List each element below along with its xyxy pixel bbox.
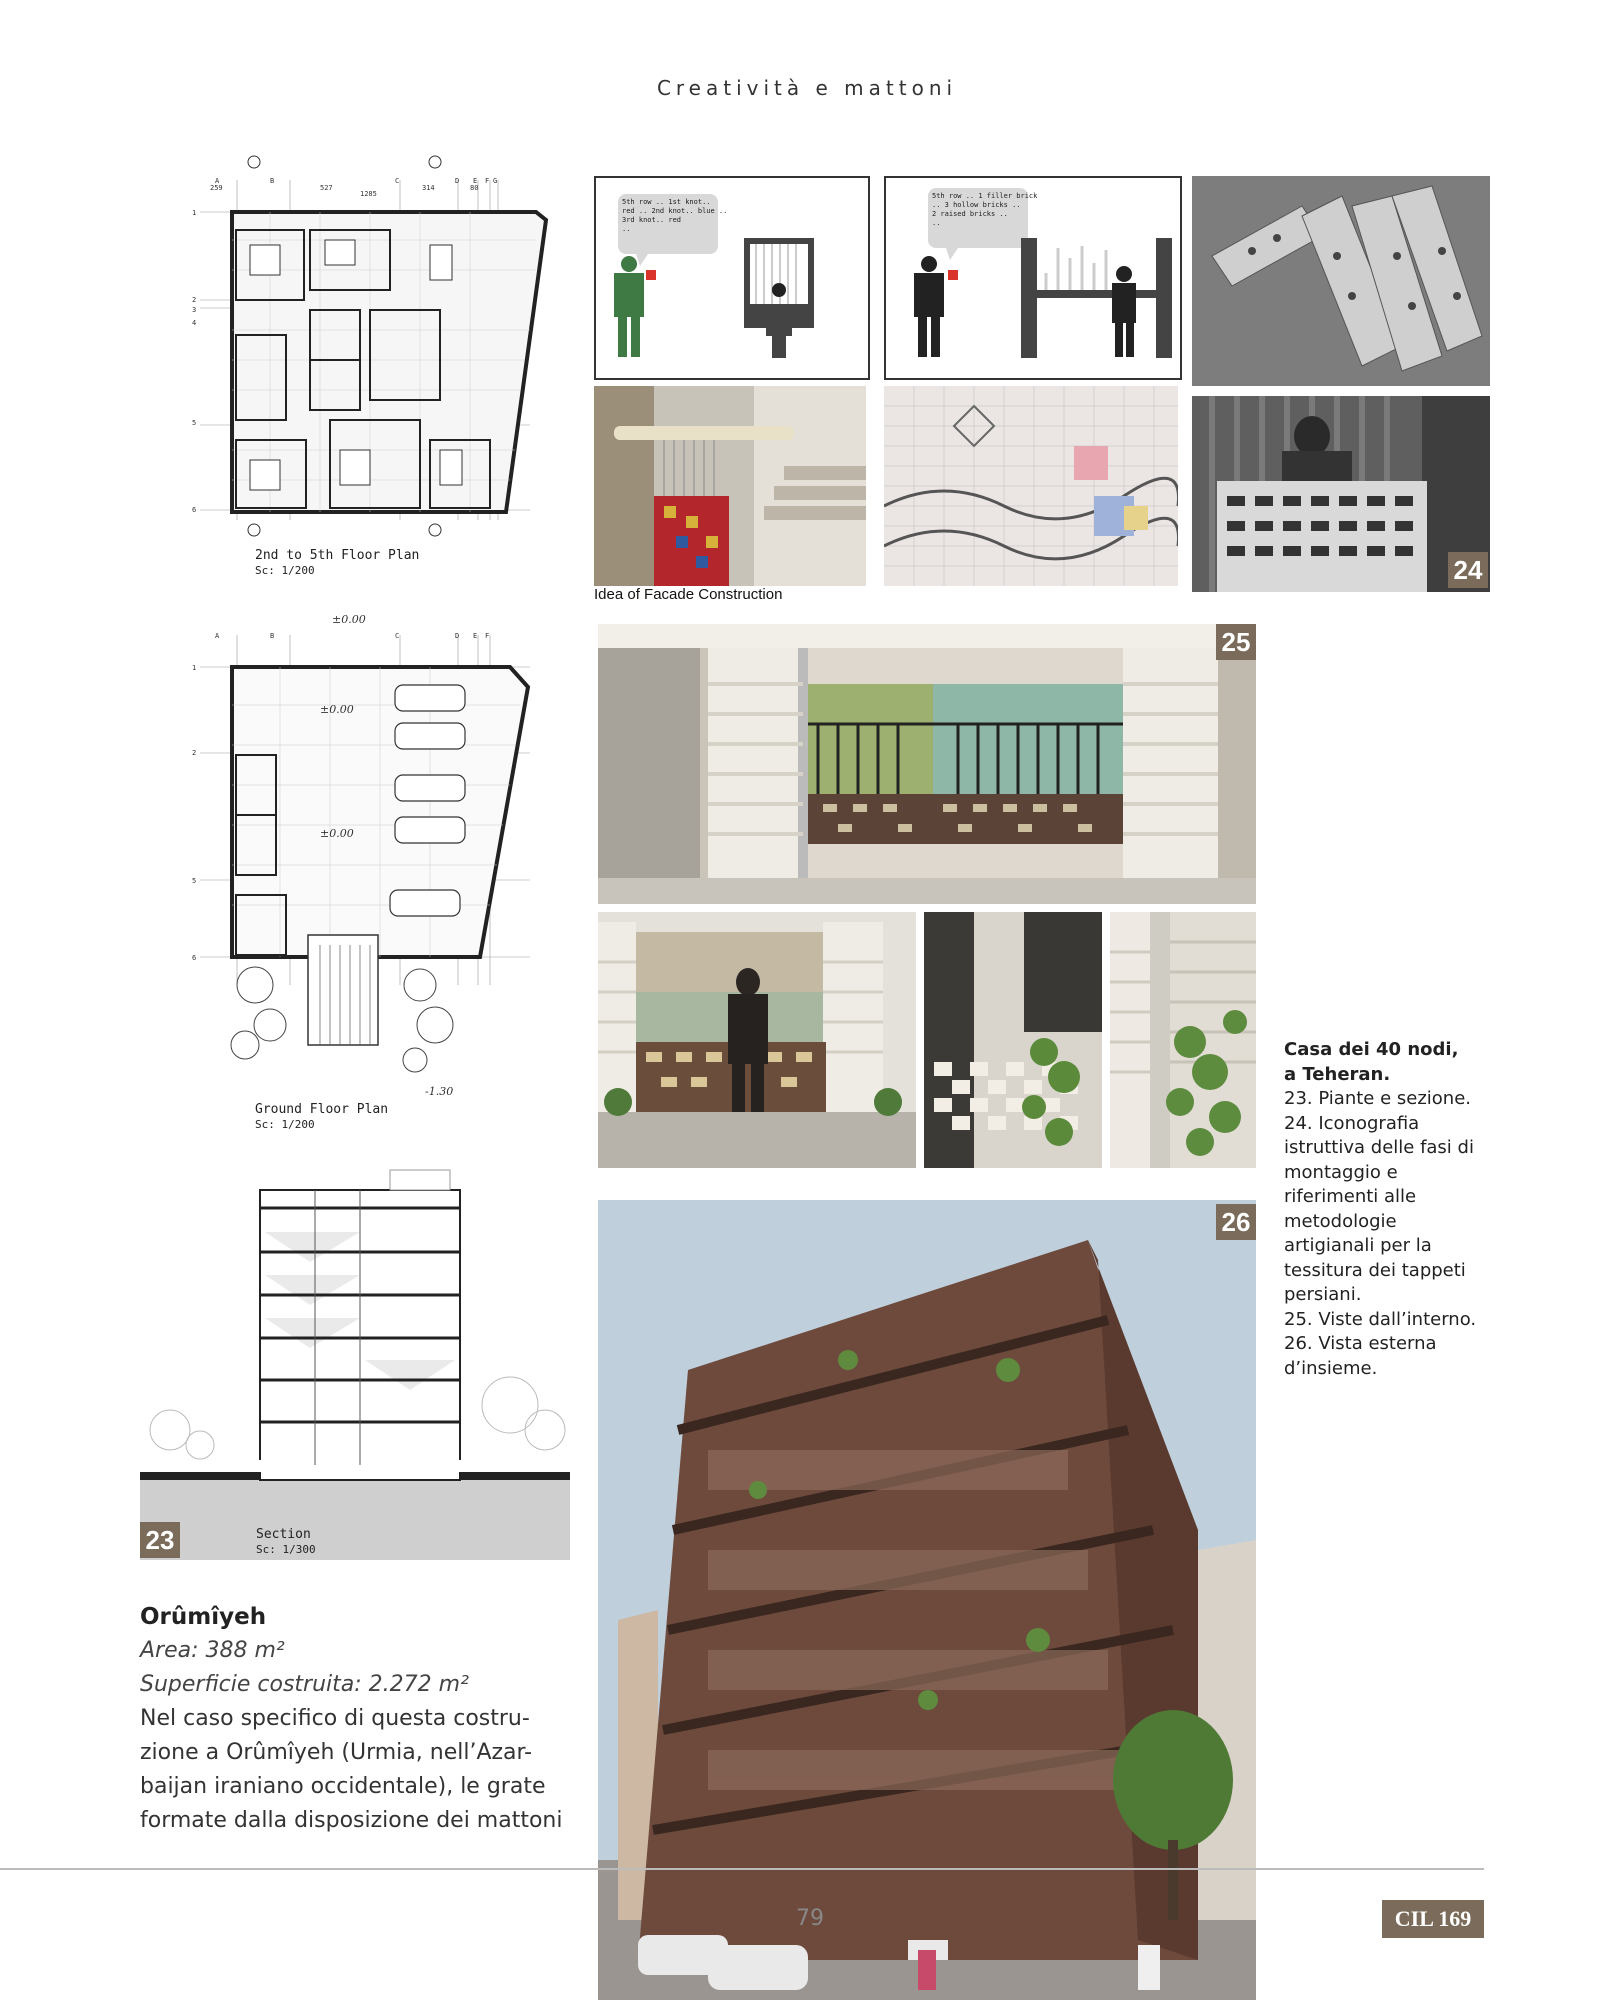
upper-plan-title: 2nd to 5th Floor Plan: [255, 548, 420, 563]
footer-rule: [0, 1868, 1484, 1870]
idea-caption: Idea of Facade Construction: [594, 586, 783, 603]
photo-man-at-screen: [598, 912, 916, 1168]
bubble-line: 5th row .. 1 filler brick: [932, 192, 1038, 200]
section-heading: Orûmîyeh: [140, 1604, 267, 1630]
svg-text:2: 2: [192, 296, 197, 304]
svg-text:2: 2: [192, 749, 197, 757]
photo-plants-corner: [1110, 912, 1256, 1168]
body-line: Nel caso specifico di questa costru-: [140, 1706, 530, 1731]
svg-text:1: 1: [192, 664, 197, 672]
photo-carpet-loom: [594, 386, 866, 586]
figure-badge-24: 24: [1448, 552, 1488, 588]
dim-label: 80: [470, 184, 479, 192]
photo-building-exterior: [598, 1200, 1256, 2000]
bubble-line: 2 raised bricks ..: [932, 210, 1008, 218]
caption-line: artigianali per la: [1284, 1235, 1432, 1256]
section-scale: Sc: 1/300: [256, 1543, 316, 1556]
ground-plan-title: Ground Floor Plan: [255, 1102, 389, 1117]
floor-plan-upper: [170, 150, 570, 590]
bubble-line: ..: [622, 225, 631, 233]
level-label: ±0.00: [320, 703, 354, 716]
caption-line: persiani.: [1284, 1284, 1362, 1305]
svg-text:6: 6: [192, 954, 197, 962]
built-area-line: Superficie costruita: 2.272 m²: [140, 1672, 469, 1697]
section-title: Section: [256, 1527, 311, 1542]
svg-text:D: D: [455, 632, 460, 640]
svg-text:B: B: [270, 177, 275, 185]
upper-plan-scale: Sc: 1/200: [255, 564, 315, 577]
svg-text:C: C: [395, 177, 400, 185]
running-header: Creatività e mattoni: [656, 76, 958, 100]
bubble-line: red .. 2nd knot.. blue ..: [622, 207, 728, 215]
photo-interior-courtyard: [598, 624, 1256, 904]
caption-line: 24. Iconografia: [1284, 1112, 1420, 1134]
caption-title: a Teheran.: [1284, 1063, 1391, 1085]
photo-worker-bricks: [1192, 396, 1490, 592]
svg-text:F: F: [485, 632, 490, 640]
section-drawing: [140, 1160, 570, 1560]
svg-text:G: G: [493, 177, 498, 185]
svg-text:3: 3: [192, 306, 197, 314]
upper-plan-caption: [255, 548, 419, 578]
cartoon-brick-panel: [884, 176, 1182, 380]
magazine-badge: CIL 169: [1382, 1900, 1484, 1938]
article-body: [140, 1600, 568, 1838]
caption-line: 23. Piante e sezione.: [1284, 1088, 1472, 1109]
bubble-line: .. 3 hollow bricks ..: [932, 201, 1021, 209]
body-line: formate dalla disposizione dei mattoni: [140, 1808, 563, 1833]
ground-plan-caption: [255, 1102, 388, 1132]
svg-text:5: 5: [192, 419, 197, 427]
figure-badge-26: 26: [1216, 1204, 1256, 1240]
bubble-line: 5th row .. 1st knot..: [622, 198, 711, 206]
body-line: zione a Orûmîyeh (Urmia, nell’Azar-: [140, 1740, 533, 1765]
dim-label: 527: [320, 184, 333, 192]
dim-label: 259: [210, 184, 223, 192]
svg-text:A: A: [215, 632, 220, 640]
cartoon-knot-panel: [594, 176, 870, 380]
svg-text:1: 1: [192, 209, 197, 217]
caption-line: d’insieme.: [1284, 1357, 1378, 1379]
bubble-line: 3rd knot.. red: [622, 216, 682, 224]
svg-text:4: 4: [192, 319, 197, 327]
page-number: 79: [796, 1906, 824, 1931]
dim-label: 1285: [360, 190, 377, 198]
bubble-line: ..: [932, 219, 941, 227]
svg-text:C: C: [395, 632, 400, 640]
svg-text:E: E: [473, 177, 478, 185]
caption-line: 25. Viste dall’interno.: [1284, 1308, 1477, 1330]
svg-text:A: A: [215, 177, 220, 185]
floor-plan-ground: [170, 605, 570, 1105]
figure-caption: [1284, 1038, 1514, 1381]
dim-label: 314: [422, 184, 435, 192]
caption-line: istruttiva delle fasi di: [1284, 1137, 1474, 1158]
svg-text:F: F: [485, 177, 490, 185]
svg-text:B: B: [270, 632, 275, 640]
svg-text:E: E: [473, 632, 478, 640]
caption-line: tessitura dei tappeti: [1284, 1259, 1466, 1281]
caption-line: riferimenti alle: [1284, 1186, 1417, 1207]
body-line: baijan iraniano occidentale), le grate: [140, 1774, 546, 1799]
level-label: ±0.00: [320, 827, 354, 840]
level-label: ±0.00: [332, 613, 366, 626]
photo-carpet-pattern: [884, 386, 1178, 586]
svg-text:5: 5: [192, 877, 197, 885]
caption-title: Casa dei 40 nodi,: [1284, 1039, 1459, 1060]
photo-checker-screen: [924, 912, 1102, 1168]
caption-line: 26. Vista esterna: [1284, 1333, 1437, 1354]
level-label: -1.30: [425, 1085, 454, 1098]
caption-line: montaggio e: [1284, 1161, 1398, 1183]
ground-plan-scale: Sc: 1/200: [255, 1118, 315, 1131]
svg-text:D: D: [455, 177, 460, 185]
photo-perforated-bricks: [1192, 176, 1490, 386]
section-caption: [256, 1527, 316, 1557]
svg-text:6: 6: [192, 506, 197, 514]
caption-line: metodologie: [1284, 1210, 1397, 1232]
figure-badge-23: 23: [140, 1522, 180, 1558]
figure-badge-25: 25: [1216, 624, 1256, 660]
area-line: Area: 388 m²: [140, 1638, 285, 1663]
